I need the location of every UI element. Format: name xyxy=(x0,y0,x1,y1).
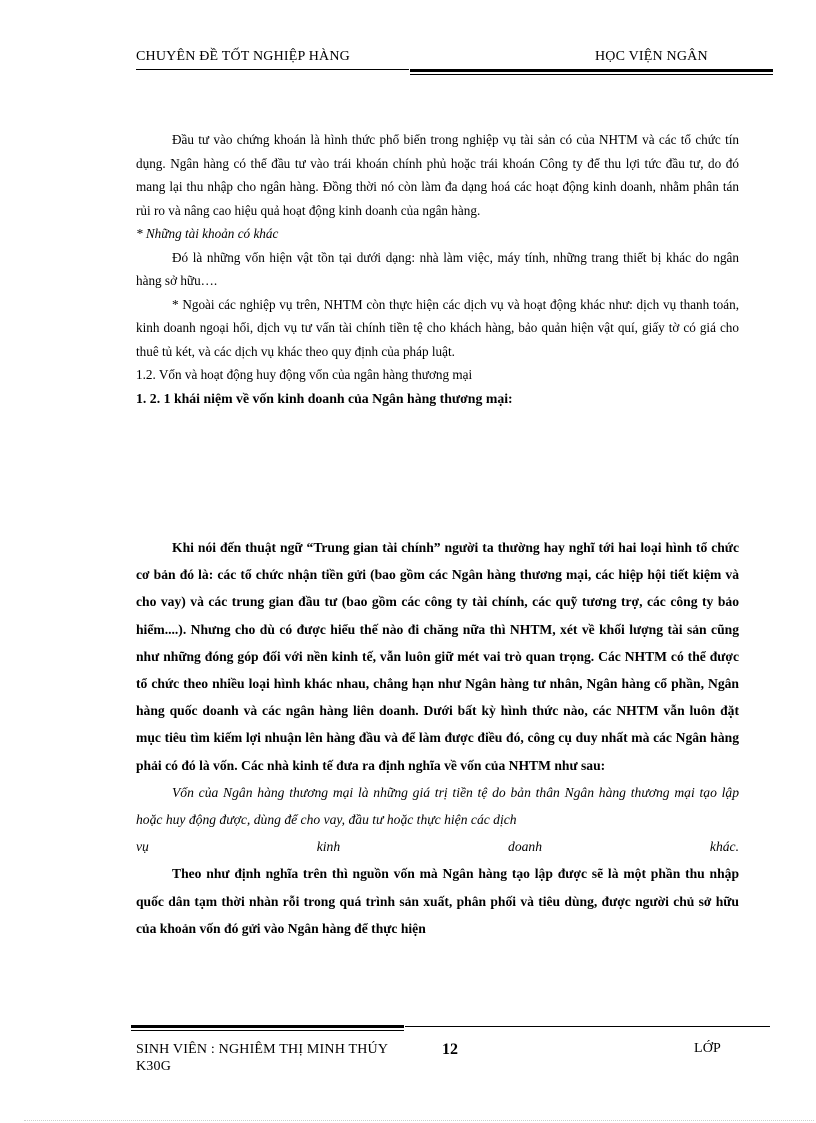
definition-word-4: khác. xyxy=(709,839,739,855)
footer-student-name: SINH VIÊN : NGHIÊM THỊ MINH THÚY K30G xyxy=(136,1042,388,1074)
footer-class-label: LỚP xyxy=(694,1041,722,1056)
definition-capital: Vốn của Ngân hàng thương mại là những giá trị tiền tệ do bản thân Ngân hàng thương mại tạo lập hoặc huy động được, dùng để cho vay, đầu tư hoặc thực hiện các dịch xyxy=(136,784,739,828)
definition-word-3: doanh xyxy=(508,839,543,855)
section-investment xyxy=(136,128,739,410)
heading-section-1-2-1: 1. 2. 1 khái niệm về vốn kinh doanh của Ngân hàng thương mại: xyxy=(136,390,513,406)
header-rule-right xyxy=(410,69,773,72)
paragraph-other-services: * Ngoài các nghiệp vụ trên, NHTM còn thực hiện các dịch vụ và hoạt động khác như: dịch vụ thanh toán, kinh doanh ngoại hối, dịch vụ tư vấn tài chính tiền tệ cho khách hàng, bảo quản hiện vật quí, giấy tờ có giá cho thuê tủ két, và các dịch vụ khác theo quy định của pháp luật. xyxy=(136,296,739,359)
header-left-title: CHUYÊN ĐỀ TỐT NGHIỆP HÀNG xyxy=(136,49,350,64)
header-rule-right-thin xyxy=(410,74,773,75)
header-right-title: HỌC VIỆN NGÂN xyxy=(595,49,708,64)
page-bottom-dotted-line xyxy=(24,1120,814,1121)
paragraph-financial-intermediary: Khi nói đến thuật ngữ “Trung gian tài chính” người ta thường hay nghĩ tới hai loại hình tổ chức cơ bản đó là: các tổ chức nhận tiền gửi (bao gồm các Ngân hàng thương mại, các hiệp hội tiết kiệm và cho vay) và các trung gian đầu tư (bao gồm các công ty tài chính, các quỹ tương trợ, các công ty bảo hiểm....). Nhưng cho dù có được hiểu thế nào đi chăng nữa thì NHTM, xét về khối lượng tài sản cũng như những đóng góp đối với nền kinh tế, vẫn luôn giữ mét vai trò quan trọng. Các NHTM có thể được tổ chức theo nhiều loại hình khác nhau, chẳng hạn như Ngân hàng tư nhân, Ngân hàng cổ phần, Ngân hàng quốc doanh và các ngân hàng liên doanh. Dưới bất kỳ hình thức nào, các NHTM vẫn luôn đặt mục tiêu tìm kiếm lợi nhuận lên hàng đầu và để làm được điều đó, công cụ duy nhất mà các Ngân hàng phải có đó là vốn. Các nhà kinh tế đưa ra định nghĩa về vốn của NHTM như sau: xyxy=(136,540,739,773)
definition-word-2: kinh xyxy=(316,839,341,855)
paragraph-securities-investment: Đầu tư vào chứng khoán là hình thức phổ biến trong nghiệp vụ tài sản có của NHTM và các tổ chức tín dụng. Ngân hàng có thể đầu tư vào trái khoán chính phủ hoặc trái khoán Công ty để thu lợi tức đầu tư, do đó mang lại thu nhập cho ngân hàng. Đồng thời nó còn làm đa dạng hoá các hoạt động kinh doanh, nhằm phân tán rủi ro và nâng cao hiệu quả hoạt động kinh doanh của ngân hàng. xyxy=(136,132,739,218)
header-rule-left xyxy=(136,69,409,70)
paragraph-physical-assets: Đó là những vốn hiện vật tồn tại dưới dạng: nhà làm việc, máy tính, những trang thiết bị khác do ngân hàng sở hữu…. xyxy=(136,249,739,288)
heading-section-1-2: 1.2. Vốn và hoạt động huy động vốn của ngân hàng thương mại xyxy=(136,367,473,382)
footer-rule-right xyxy=(405,1026,770,1027)
paragraph-capital-source: Theo như định nghĩa trên thì nguồn vốn mà Ngân hàng tạo lập được sẽ là một phần thu nhập quốc dân tạm thời nhàn rỗi trong quá trình sản xuất, phân phối và tiêu dùng, được người chủ sở hữu của khoản vốn đó gửi vào Ngân hàng để thực hiện xyxy=(136,866,739,936)
definition-word-1: vụ xyxy=(136,839,149,855)
footer-rule-left-thick xyxy=(131,1025,404,1028)
definition-capital-last-line xyxy=(136,833,739,860)
page-number: 12 xyxy=(442,1041,458,1058)
heading-other-accounts: * Những tài khoản có khác xyxy=(136,226,279,241)
footer-rule-left-thin xyxy=(131,1030,404,1031)
section-capital-concept xyxy=(136,534,739,942)
